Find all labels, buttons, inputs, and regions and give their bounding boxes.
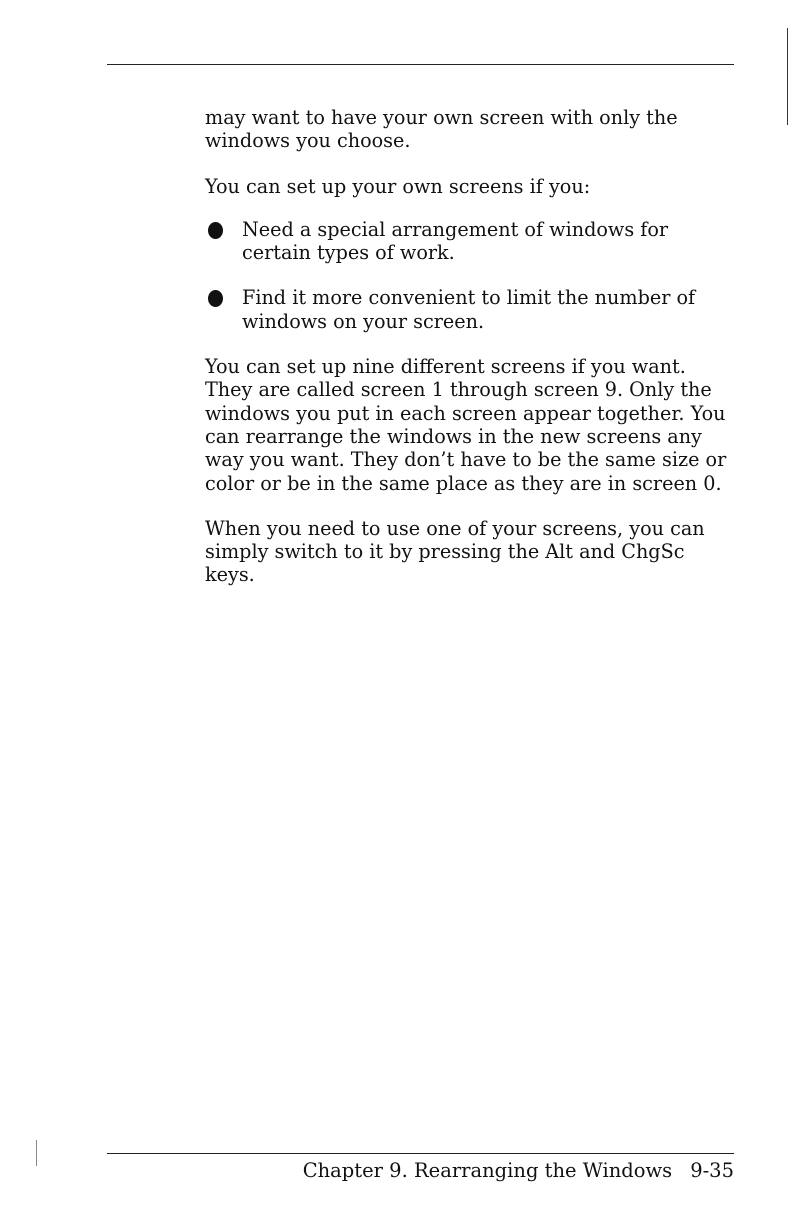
bullet-icon [208,222,223,239]
bullet-icon [208,290,223,307]
bullet-list [205,218,733,333]
list-item-text: Need a special arrangement of windows for certain types of work. [242,217,669,265]
paragraph-switch-screens: When you need to use one of your screens, you can simply switch to it by pressing the Alt and ChgSc keys. [205,516,705,587]
footer-rule [107,1153,734,1154]
list-item-text: Find it more convenient to limit the number of windows on your screen. [242,286,696,333]
header-rule [107,64,734,65]
page-number: 9-35 [690,1159,734,1182]
paragraph-intro: You can set up your own screens if you: [205,174,591,198]
paragraph-nine-screens: You can set up nine different screens if you want. They are called screen 1 through screen 9. Only the windows you put in each screen appear together. You can rearrange the windows in the new screens any way you want. They don’t have to be the same size or color or be in the same place as they are in screen 0. [205,355,727,495]
margin-mark [787,28,788,125]
page-footer [303,1159,734,1182]
page-body [205,106,733,609]
list-item [205,286,733,333]
paragraph-continuation: may want to have your own screen with only the windows you choose. [205,106,678,153]
chapter-title: Chapter 9. Rearranging the Windows [302,1159,673,1182]
margin-mark [36,1140,37,1166]
list-item [205,218,733,265]
